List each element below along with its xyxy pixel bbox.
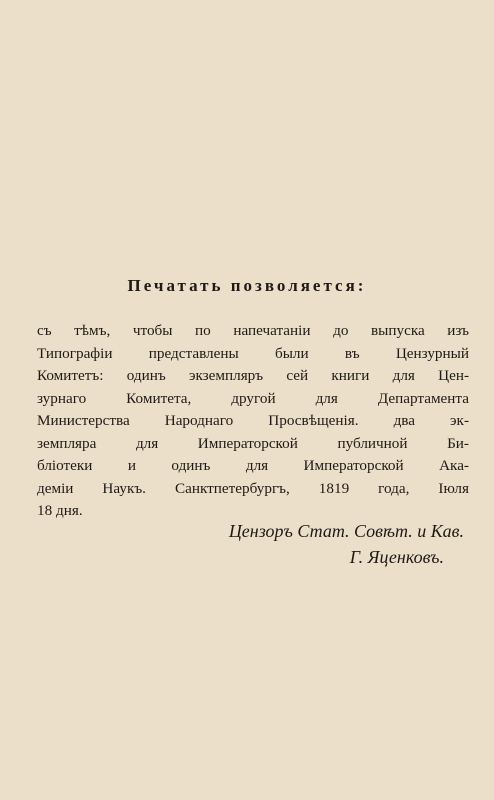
censor-signature bbox=[84, 518, 464, 570]
text-line: зурнаго Комитета, другой для Департамента bbox=[37, 389, 469, 407]
text-line: бліотеки и одинъ для Императорской Ака- bbox=[37, 457, 469, 474]
signature-title: Цензоръ Стат. Совѣт. и Кав. bbox=[228, 521, 464, 541]
page-heading: Печатать позволяется: bbox=[127, 276, 367, 295]
text-line: земпляра для Императорской публичной Би- bbox=[37, 434, 469, 452]
text-line: Министерства Народнаго Просвѣщенія. два эк- bbox=[37, 412, 469, 429]
text-line: Комитетъ: одинъ экземпляръ сей книги для Цен- bbox=[37, 367, 469, 384]
text-line: деміи Наукъ. Санктпетербургъ, 1819 года, Іюля bbox=[37, 479, 469, 497]
signature-name: Г. Яценковъ. bbox=[349, 547, 444, 567]
censorship-permission-text bbox=[37, 320, 469, 523]
text-line: 18 дня. bbox=[37, 502, 83, 519]
text-line: съ тѣмъ, чтобы по напечатаніи до выпуска изъ bbox=[37, 322, 469, 339]
text-line: Типографіи представлены были въ Цензурный bbox=[37, 344, 469, 362]
